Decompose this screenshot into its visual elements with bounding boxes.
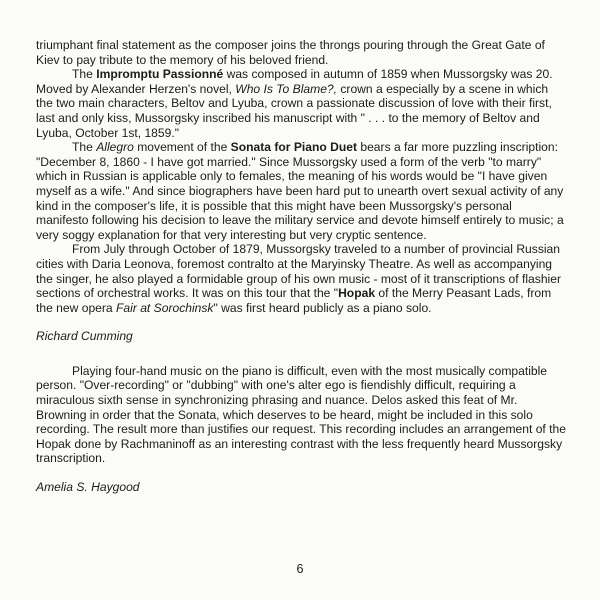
producer-signature: Amelia S. Haygood: [36, 480, 140, 495]
paragraph-recording-note: [36, 364, 566, 466]
text: triumphant final statement as the composer joins the throngs pouring through the Great Gate of Kiev to pay tribute to the memory of his beloved friend.: [36, 38, 545, 67]
text: From July through October of 1879, Mussorgsky traveled to a number of provincial Russian cities with Daria Leonova, foremost contralto at the Maryinsky Theatre. As well as accompanying the singer, he also played a formidable group of his own music - most of it transcriptions of flashier sections of orchestral works. It was on this tour that the ": [36, 242, 561, 301]
text: Playing four-hand music on the piano is difficult, even with the most musically compatible person. "Over-recording" or "dubbing" with one's alter ego is fiendishly difficult, requiring a miraculous sixth sense in synchronizing phrasing and nuance. Delos asked this feat of Mr. Browning in order that the Sonata, which deserves to be heard, might be included in this solo recording. The result more than justifies our request. This recording includes an arrangement of the Hopak done by Rachmaninoff as an interesting contrast with the less frequently heard Mussorgsky transcription.: [36, 363, 566, 466]
text: movement of the: [133, 140, 231, 155]
text: bears a far more puzzling inscription: "December 8, 1860 - I have got married." Since Mussorgsky used a form of the verb "to marry" which in Russian is applicable only to females, the meaning of his words would be "I have given myself as a wife." And since biographers have been hard put to unearth overt sexual activity of any kind in the composer's life, it is possible that this might have been Mussorgsky's personal manifesto following his decision to leave the military service and devote himself entirely to music; a very soggy explanation for that very interesting but very cryptic sentence.: [36, 140, 564, 242]
text: The: [72, 140, 97, 155]
novel-title: Who Is To Blame?,: [235, 81, 338, 96]
paragraph-sonata: [36, 140, 566, 242]
text: was composed in autumn of 1859 when Mussorgsky was 20. Moved by Alexander Herzen's novel,: [36, 67, 553, 96]
paragraph-great-gate: [36, 38, 566, 67]
page-number: 6: [296, 562, 304, 576]
spacer: [36, 344, 566, 364]
paragraph-hopak: [36, 242, 566, 315]
work-title-impromptu: Impromptu Passionné: [96, 67, 224, 82]
movement-title: Allegro: [96, 140, 134, 155]
text: " was first heard publicly as a piano solo.: [213, 300, 432, 315]
text: The: [72, 67, 97, 82]
text: crown a especially by a scene in which the two main characters, Beltov and Lyuba, crown a passionate discussion of love with their first, last and only kiss, Mussorgsky inscribed his manuscript with " . . . to the memory of Beltov and Lyuba, October 1st, 1859.": [36, 81, 552, 140]
work-title-sonata: Sonata for Piano Duet: [230, 140, 357, 155]
opera-title: Fair at Sorochinsk: [116, 300, 214, 315]
author-signature: Richard Cumming: [36, 329, 133, 344]
text: of the Merry Peasant Lads, from the new opera: [36, 286, 552, 315]
paragraph-impromptu: [36, 67, 566, 140]
work-title-hopak: Hopak: [338, 286, 376, 301]
